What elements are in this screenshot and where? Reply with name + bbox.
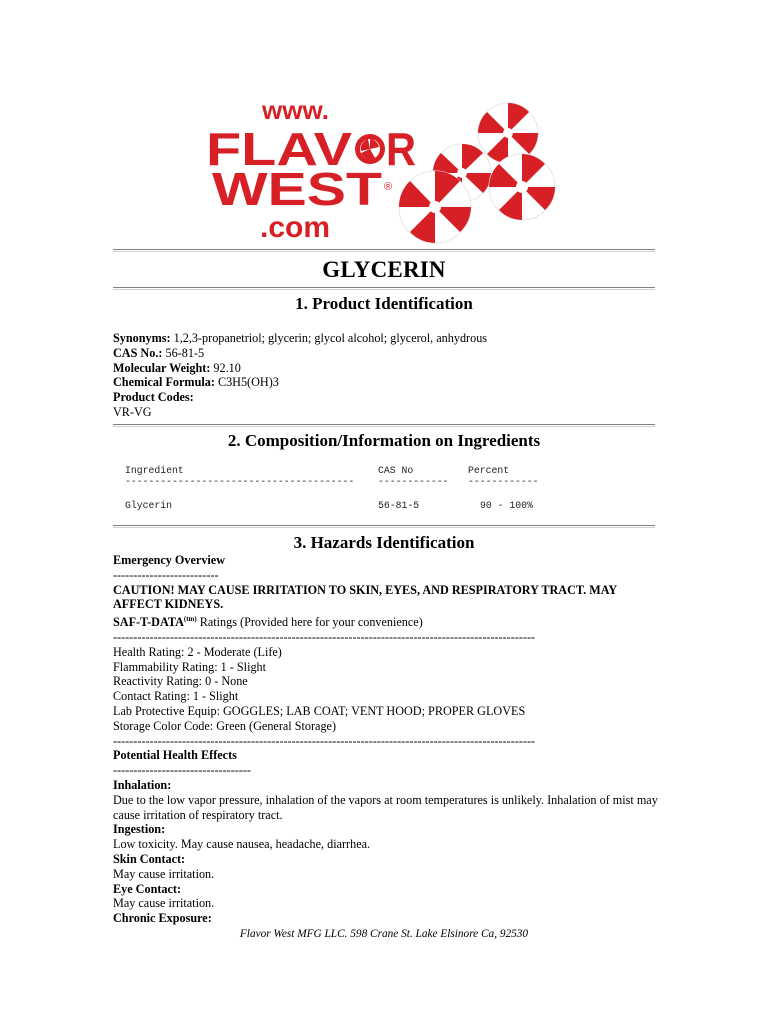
caution-text: CAUTION! MAY CAUSE IRRITATION TO SKIN, EYES, AND RESPIRATORY TRACT. MAY AFFECT KIDNEYS. <box>113 582 617 612</box>
short-dash-rule: ---------------------------------- <box>113 763 251 778</box>
peppermint-candy-icon <box>478 103 538 163</box>
logo-west: WEST <box>212 163 382 215</box>
health-rating: Health Rating: 2 - Moderate (Life) <box>113 644 282 659</box>
inhalation-label: Inhalation: <box>113 778 172 793</box>
ingestion-text: Low toxicity. May cause nausea, headache, diarrhea. <box>113 837 371 852</box>
short-dash-rule: -------------------------- <box>113 567 219 582</box>
ingredient-cell: Glycerin <box>125 500 173 511</box>
flavor-west-logo <box>200 95 570 245</box>
divider <box>113 525 655 528</box>
peppermint-candy-icon <box>399 171 471 243</box>
section-1-heading: 1. Product Identification <box>295 294 473 313</box>
emergency-overview-label: Emergency Overview <box>113 553 226 567</box>
contact-rating: Contact Rating: 1 - Slight <box>113 689 239 704</box>
protective-equipment: Lab Protective Equip: GOGGLES; LAB COAT; VENT HOOD; PROPER GLOVES <box>113 704 526 719</box>
percent-header: Percent <box>468 465 510 476</box>
cas-row: CAS No.: 56-81-5 <box>113 345 205 360</box>
molecular-weight-row: Molecular Weight: 92.10 <box>113 360 241 375</box>
inhalation-text: Due to the low vapor pressure, inhalation of the vapors at room temperatures is unlikely. Inhalation of mist may cause irritation of respiratory tract. <box>113 792 658 822</box>
ingredient-dashes: --------------------------------------- <box>125 476 355 487</box>
flammability-rating: Flammability Rating: 1 - Slight <box>113 659 267 674</box>
logo-graphic <box>200 95 570 245</box>
divider <box>113 424 655 427</box>
hazards-identification <box>113 553 661 926</box>
logo-flav: FLAV <box>206 123 353 175</box>
logo-o-candy-icon <box>355 134 385 164</box>
document-title: GLYCERIN <box>322 257 446 282</box>
logo-com: .com <box>260 211 331 244</box>
section-2-heading: 2. Composition/Information on Ingredients <box>227 431 541 450</box>
potential-health-effects-label: Potential Health Effects <box>113 748 237 763</box>
saf-t-data-row: SAF-$T-DATA^{(tm)}$ Ratings (Provided here for your convenience) <box>113 615 423 630</box>
page-footer: Flavor West MFG LLC. 598 Crane St. Lake Elsinore Ca, 92530 <box>239 928 529 940</box>
chronic-exposure-label: Chronic Exposure: <box>113 911 212 926</box>
long-dash-rule: -------------------------------------------------------------------------------------------------------- <box>113 733 536 748</box>
skin-contact-text: May cause irritation. <box>113 866 215 881</box>
chemical-formula-row: Chemical Formula: C3H5(OH)3 <box>113 375 279 390</box>
logo-www: www. <box>262 95 329 125</box>
logo-reg: ® <box>384 181 393 193</box>
cas-cell: 56-81-5 <box>378 500 420 511</box>
eye-contact-label: Eye Contact: <box>113 881 182 896</box>
section-3-heading: 3. Hazards Identification <box>293 533 475 552</box>
cas-dashes: ------------ <box>378 476 449 487</box>
eye-contact-text: May cause irritation. <box>113 896 215 911</box>
cas-header: CAS No <box>378 465 414 476</box>
ingestion-label: Ingestion: <box>113 822 166 837</box>
synonyms-row: Synonyms: 1,2,3-propanetriol; glycerin; glycol alcohol; glycerol, anhydrous <box>113 331 488 345</box>
logo-r: R <box>386 123 416 175</box>
product-codes-value: VR-VG <box>113 404 152 419</box>
percent-cell: 90 - 100% <box>480 500 533 511</box>
skin-contact-label: Skin Contact: <box>113 852 186 866</box>
percent-dashes: ------------ <box>468 476 539 487</box>
long-dash-rule: -------------------------------------------------------------------------------------------------------- <box>113 630 536 645</box>
divider <box>113 287 655 290</box>
reactivity-rating: Reactivity Rating: 0 - None <box>113 674 248 689</box>
divider <box>113 249 655 252</box>
storage-color-code: Storage Color Code: Green (General Storage) <box>113 718 337 733</box>
product-identification <box>113 331 661 420</box>
peppermint-candy-icon <box>489 154 555 220</box>
product-codes-row: Product Codes: <box>113 390 194 405</box>
ingredient-header: Ingredient <box>125 465 184 476</box>
